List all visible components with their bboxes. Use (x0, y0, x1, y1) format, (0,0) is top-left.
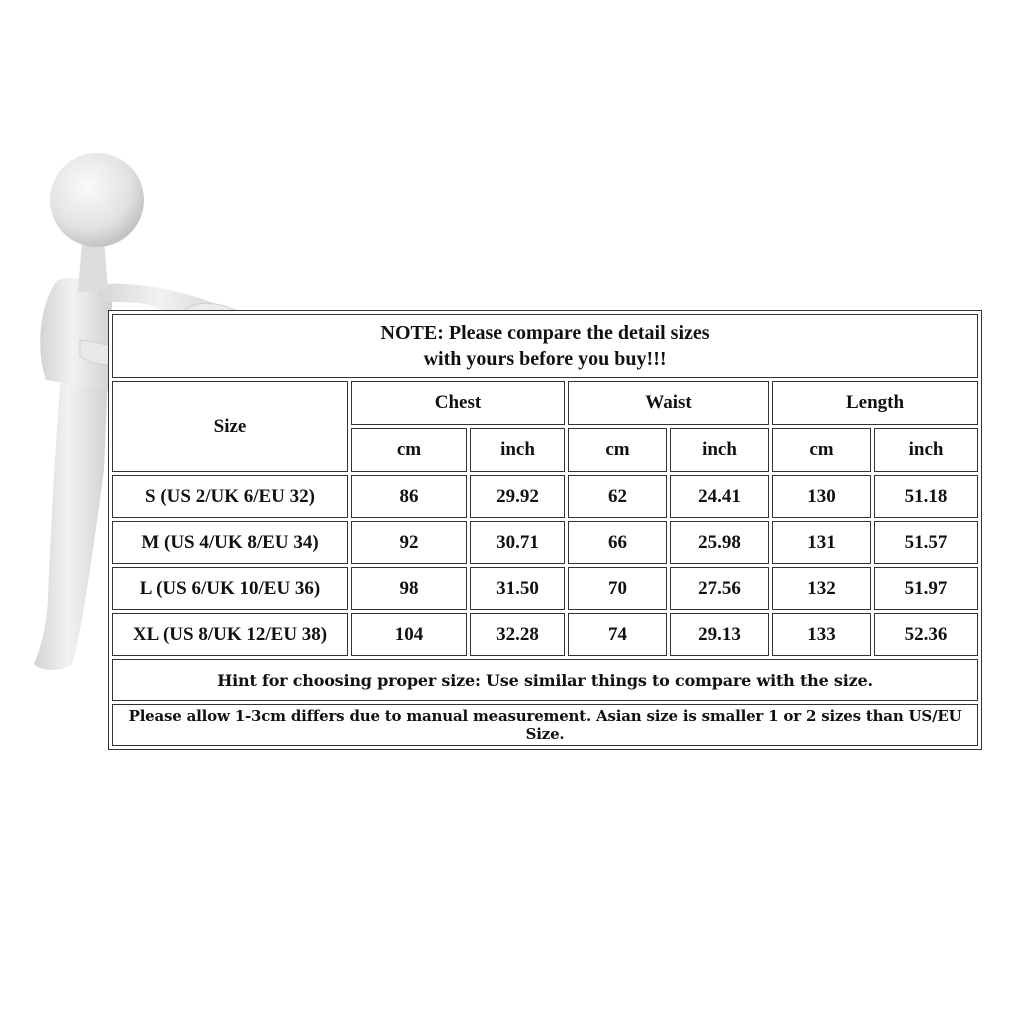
table-cell: 62 (568, 475, 667, 518)
length-header: Length (772, 381, 978, 425)
note-line-1: NOTE: Please compare the detail sizes (380, 322, 710, 344)
table-cell: 86 (351, 475, 467, 518)
table-cell: 133 (772, 613, 871, 656)
size-label: L (US 6/UK 10/EU 36) (112, 567, 348, 610)
note-line-2: with yours before you buy!!! (423, 348, 667, 370)
table-cell: 104 (351, 613, 467, 656)
table-cell: 98 (351, 567, 467, 610)
unit-header: cm (568, 428, 667, 472)
table-cell: 24.41 (670, 475, 769, 518)
size-label: S (US 2/UK 6/EU 32) (112, 475, 348, 518)
unit-header: inch (874, 428, 978, 472)
size-label: M (US 4/UK 8/EU 34) (112, 521, 348, 564)
table-cell: 29.13 (670, 613, 769, 656)
waist-header: Waist (568, 381, 769, 425)
table-cell: 66 (568, 521, 667, 564)
table-cell: 27.56 (670, 567, 769, 610)
table-cell: 30.71 (470, 521, 565, 564)
table-cell: 130 (772, 475, 871, 518)
table-cell: 25.98 (670, 521, 769, 564)
table-row (112, 613, 978, 656)
unit-header: inch (670, 428, 769, 472)
chest-header: Chest (351, 381, 565, 425)
table-row (112, 521, 978, 564)
hint-text: Hint for choosing proper size: Use similar things to compare with the size. (112, 659, 978, 701)
table-cell: 131 (772, 521, 871, 564)
allowance-text: Please allow 1-3cm differs due to manual measurement. Asian size is smaller 1 or 2 sizes than US/EU Size. (112, 704, 978, 746)
table-cell: 132 (772, 567, 871, 610)
table-cell: 51.97 (874, 567, 978, 610)
unit-header: cm (772, 428, 871, 472)
table-cell: 92 (351, 521, 467, 564)
table-row (112, 567, 978, 610)
unit-header: cm (351, 428, 467, 472)
table-cell: 70 (568, 567, 667, 610)
table-row (112, 475, 978, 518)
size-chart-table (108, 310, 982, 750)
size-header: Size (112, 381, 348, 472)
table-cell: 74 (568, 613, 667, 656)
note-cell (112, 314, 978, 378)
unit-header: inch (470, 428, 565, 472)
table-cell: 32.28 (470, 613, 565, 656)
table-cell: 51.57 (874, 521, 978, 564)
size-label: XL (US 8/UK 12/EU 38) (112, 613, 348, 656)
table-cell: 31.50 (470, 567, 565, 610)
table-cell: 52.36 (874, 613, 978, 656)
table-cell: 29.92 (470, 475, 565, 518)
table-cell: 51.18 (874, 475, 978, 518)
